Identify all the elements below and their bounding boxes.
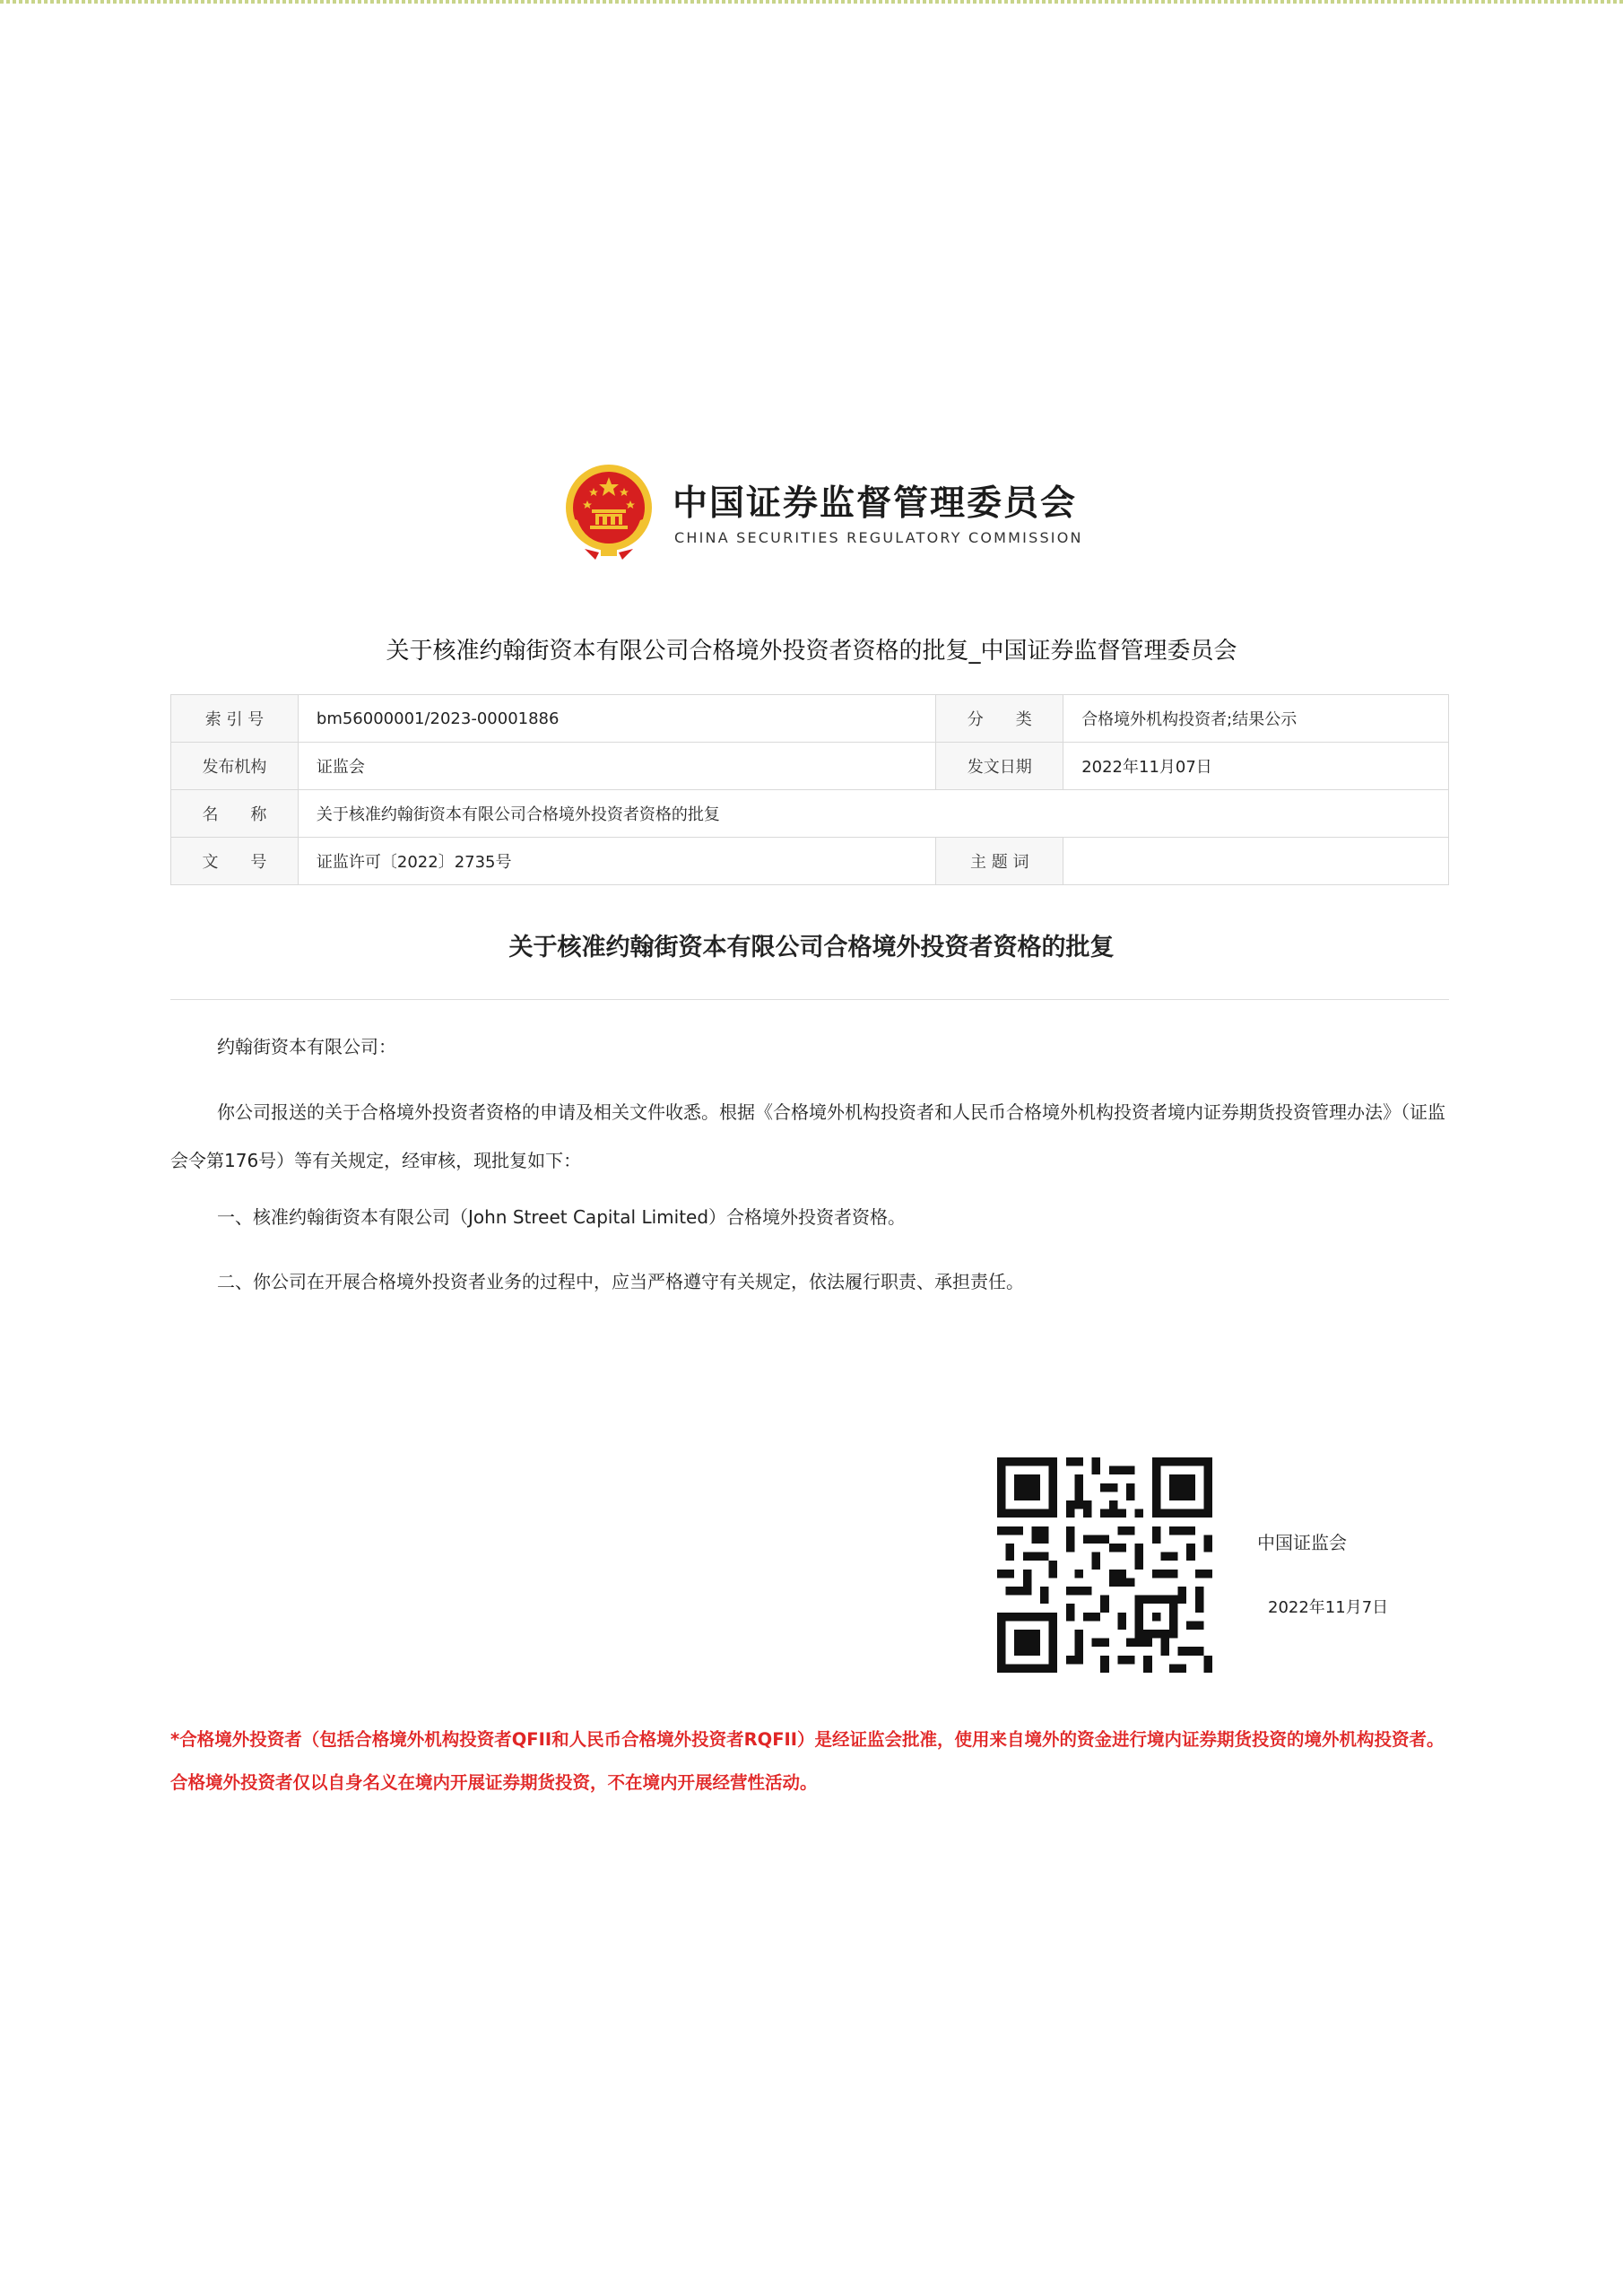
category-value: 合格境外机构投资者;结果公示 xyxy=(1063,695,1449,743)
site-header xyxy=(563,463,1083,561)
top-border-decoration xyxy=(0,0,1623,4)
doc-number-value: 证监许可〔2022〕2735号 xyxy=(298,838,935,885)
category-label: 分 类 xyxy=(936,695,1063,743)
issue-date-label: 发文日期 xyxy=(936,743,1063,790)
org-name-cn: 中国证券监督管理委员会 xyxy=(673,483,1078,524)
index-number-label: 索 引 号 xyxy=(171,695,299,743)
salutation: 约翰街资本有限公司： xyxy=(217,1036,396,1057)
table-row xyxy=(171,790,1449,838)
document-info-table xyxy=(170,694,1449,885)
keywords-label: 主 题 词 xyxy=(936,838,1063,885)
signature-date: 2022年11月7日 xyxy=(1268,1598,1389,1617)
qr-code-icon[interactable] xyxy=(997,1457,1212,1673)
approval-item-2: 二、你公司在开展合格境外投资者业务的过程中，应当严格遵守有关规定，依法履行职责、承担责任。 xyxy=(217,1271,1024,1292)
keywords-value xyxy=(1063,838,1449,885)
index-number-value: bm56000001/2023-00001886 xyxy=(298,695,935,743)
table-row xyxy=(171,838,1449,885)
doc-number-label: 文 号 xyxy=(171,838,299,885)
title-divider xyxy=(170,999,1449,1000)
footnote-disclaimer: *合格境外投资者（包括合格境外机构投资者QFII和人民币合格境外投资者RQFII）是经证监会批准，使用来自境外的资金进行境内证券期货投资的境外机构投资者。合格境外投资者仅以自身名义在境内开展证券期货投资，不在境内开展经营性活动。 xyxy=(170,1729,1445,1793)
document-title: 关于核准约翰街资本有限公司合格境外投资者资格的批复 xyxy=(508,934,1115,961)
signature-organization: 中国证监会 xyxy=(1257,1532,1347,1553)
issuer-value: 证监会 xyxy=(298,743,935,790)
doc-name-value: 关于核准约翰街资本有限公司合格境外投资者资格的批复 xyxy=(298,790,1448,838)
body-paragraph: 你公司报送的关于合格境外投资者资格的申请及相关文件收悉。根据《合格境外机构投资者和人民币合格境外机构投资者境内证券期货投资管理办法》（证监会令第176号）等有关规定，经审核，现批复如下： xyxy=(170,1101,1445,1171)
table-row xyxy=(171,743,1449,790)
approval-item-1: 一、核准约翰街资本有限公司（John Street Capital Limited）合格境外投资者资格。 xyxy=(217,1206,907,1228)
issue-date-value: 2022年11月07日 xyxy=(1063,743,1449,790)
org-name-en: CHINA SECURITIES REGULATORY COMMISSION xyxy=(674,529,1083,546)
doc-name-label: 名 称 xyxy=(171,790,299,838)
national-emblem-icon xyxy=(563,463,655,561)
page-title: 关于核准约翰街资本有限公司合格境外投资者资格的批复_中国证券监督管理委员会 xyxy=(386,638,1237,665)
table-row xyxy=(171,695,1449,743)
issuer-label: 发布机构 xyxy=(171,743,299,790)
